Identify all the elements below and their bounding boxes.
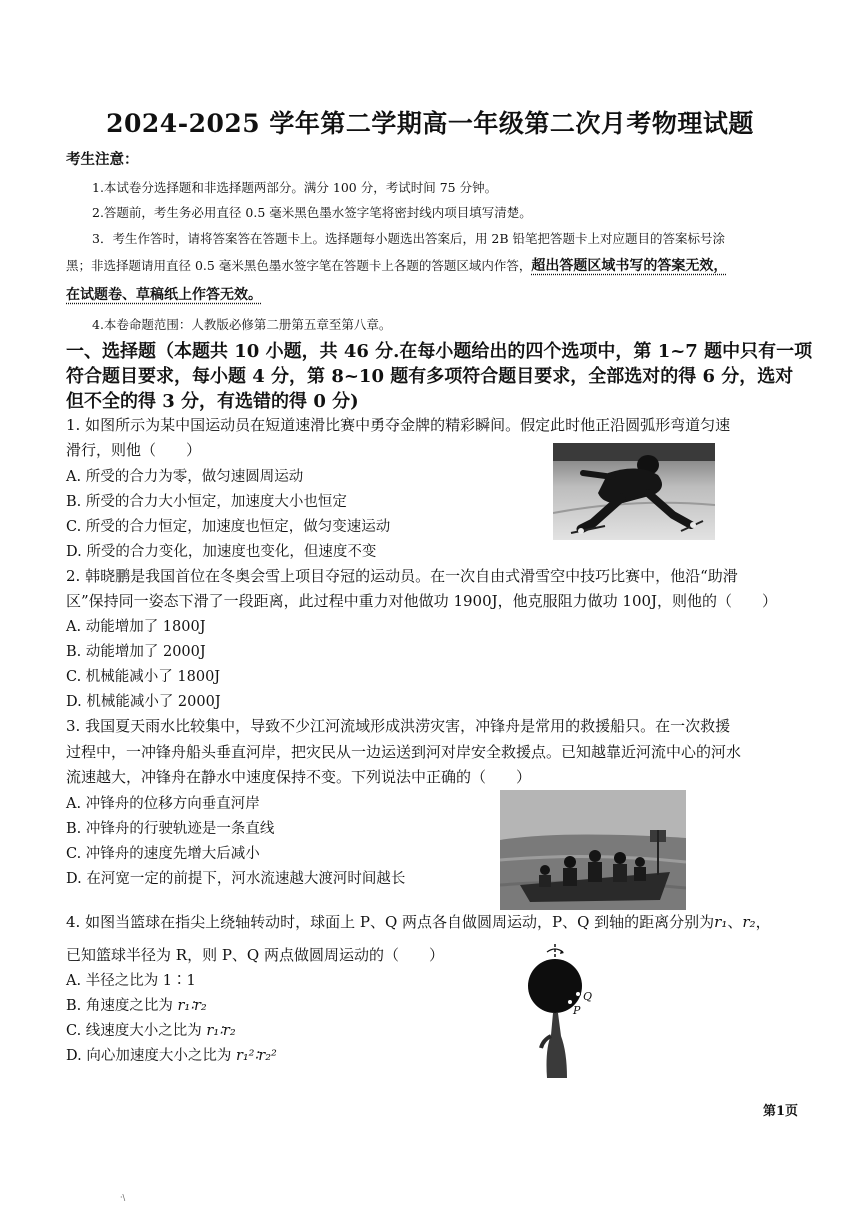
question-2-option-d: D. 机械能减小了 2000J [66, 694, 221, 710]
point-p-label: P [573, 1004, 581, 1017]
notice-item-3-text: 黑；非选择题请用直径 0.5 毫米黑色墨水签字笔在答题卡上各题的答题区域内作答， [66, 258, 532, 273]
question-2-option-a: A. 动能增加了 1800J [66, 619, 206, 635]
question-4-stem-text: 4. 如图当篮球在指尖上绕轴转动时，球面上 P、Q 两点各自做圆周运动，P、Q 到轴的距离分别为 [66, 913, 715, 931]
notice-item-3-line-1: 3．考生作答时，请将答案答在答题卡上。选择题每小题选出答案后，用 2B 铅笔把答题卡上对应题目的答案标号涂 [92, 231, 726, 246]
notice-item-3-warning-1: 超出答题区域书写的答案无效， [531, 258, 728, 274]
option-c-text: C. 线速度大小之比为 [66, 1023, 207, 1039]
question-3-option-a: A. 冲锋舟的位移方向垂直河岸 [66, 796, 260, 812]
notice-item-1: 1.本试卷分选择题和非选择题两部分。满分 100 分，考试时间 75 分钟。 [92, 180, 498, 195]
section-1-heading-line-2: 符合题目要求，每小题 4 分，第 8~10 题有多项符合题目要求，全部选对的得 6 分，选对 [66, 366, 794, 387]
notice-item-2: 2.答题前，考生务必用直径 0.5 毫米黑色墨水签字笔将密封线内项目填写清楚。 [92, 205, 532, 220]
question-1-stem-line-2: 滑行，则他（ ） [66, 441, 202, 459]
question-2-stem-line-1: 2. 韩晓鹏是我国首位在冬奥会雪上项目夺冠的运动员。在一次自由式滑雪空中技巧比赛中，他沿“助滑 [66, 567, 738, 585]
page-number: 第1页 [762, 1104, 798, 1119]
option-d-text: D. 向心加速度大小之比为 [66, 1048, 236, 1064]
question-4-option-b [66, 994, 207, 1015]
question-3-stem-line-1: 3. 我国夏天雨水比较集中，导致不少江河流域形成洪涝灾害，冲锋舟是常用的救援船只。在一次救援 [66, 717, 731, 735]
spinning-basketball-figure [515, 940, 605, 1080]
question-4-stem-line-1 [66, 911, 771, 932]
question-1-option-a: A. 所受的合力为零，做匀速圆周运动 [66, 469, 304, 485]
speed-skater-photo [553, 443, 715, 540]
question-3-stem-line-3: 流速越大，冲锋舟在静水中速度保持不变。下列说法中正确的（ ） [66, 768, 532, 786]
point-q-label: Q [583, 990, 593, 1003]
question-3-option-c: C. 冲锋舟的速度先增大后减小 [66, 846, 260, 862]
option-b-text: B. 角速度之比为 [66, 998, 178, 1014]
option-b-math: r₁∶r₂ [177, 998, 207, 1014]
stem-comma: ， [755, 913, 771, 931]
question-4-stem-line-2: 已知篮球半径为 R，则 P、Q 两点做圆周运动的（ ） [66, 946, 444, 964]
option-c-math: r₁∶r₂ [206, 1023, 236, 1039]
question-3-stem-line-2: 过程中，一冲锋舟船头垂直河岸，把灾民从一边运送到河对岸安全救援点。已知越靠近河流中心的河水 [66, 743, 742, 761]
r1-symbol: r₁ [714, 913, 728, 931]
question-2-option-c: C. 机械能减小了 1800J [66, 669, 221, 685]
question-4-option-a: A. 半径之比为 1∶1 [66, 973, 196, 989]
exam-title: 2024-2025 学年第二学期高一年级第二次月考物理试题 [106, 109, 754, 138]
question-3-option-b: B. 冲锋舟的行驶轨迹是一条直线 [66, 821, 275, 837]
question-3-option-d: D. 在河宽一定的前提下，河水流速越大渡河时间越长 [66, 871, 406, 887]
notice-item-4: 4.本卷命题范围：人教版必修第二册第五章至第八章。 [92, 317, 392, 332]
notice-item-3-line-2 [66, 255, 727, 275]
question-4-option-d [66, 1044, 277, 1065]
scan-mark: ·\ [120, 1193, 126, 1202]
question-1-stem-line-1: 1. 如图所示为某中国运动员在短道速滑比赛中勇夺金牌的精彩瞬间。假定此时他正沿圆弧形弯道匀速 [66, 416, 731, 434]
question-2-option-b: B. 动能增加了 2000J [66, 644, 206, 660]
question-1-option-b: B. 所受的合力大小恒定，加速度大小也恒定 [66, 494, 347, 510]
question-1-option-d: D. 所受的合力变化，加速度也变化，但速度不变 [66, 544, 377, 560]
r2-symbol: r₂ [742, 913, 756, 931]
notice-heading: 考生注意： [66, 151, 139, 168]
symbol-separator: 、 [727, 913, 743, 931]
question-4-option-c [66, 1019, 236, 1040]
section-1-heading-line-3: 但不全的得 3 分，有选错的得 0 分) [66, 391, 359, 412]
section-1-heading-line-1: 一、选择题（本题共 10 小题，共 46 分.在每小题给出的四个选项中，第 1~7 题中只有一项 [66, 341, 813, 362]
question-1-option-c: C. 所受的合力恒定，加速度也恒定，做匀变速运动 [66, 519, 391, 535]
rescue-boat-photo [500, 790, 686, 910]
option-d-math: r₁²∶r₂² [235, 1048, 277, 1064]
notice-item-3-warning-2: 在试题卷、草稿纸上作答无效。 [66, 287, 262, 303]
question-2-stem-line-2: 区”保持同一姿态下滑了一段距离，此过程中重力对他做功 1900J，他克服阻力做功 100J，则他的（ ） [66, 592, 778, 610]
